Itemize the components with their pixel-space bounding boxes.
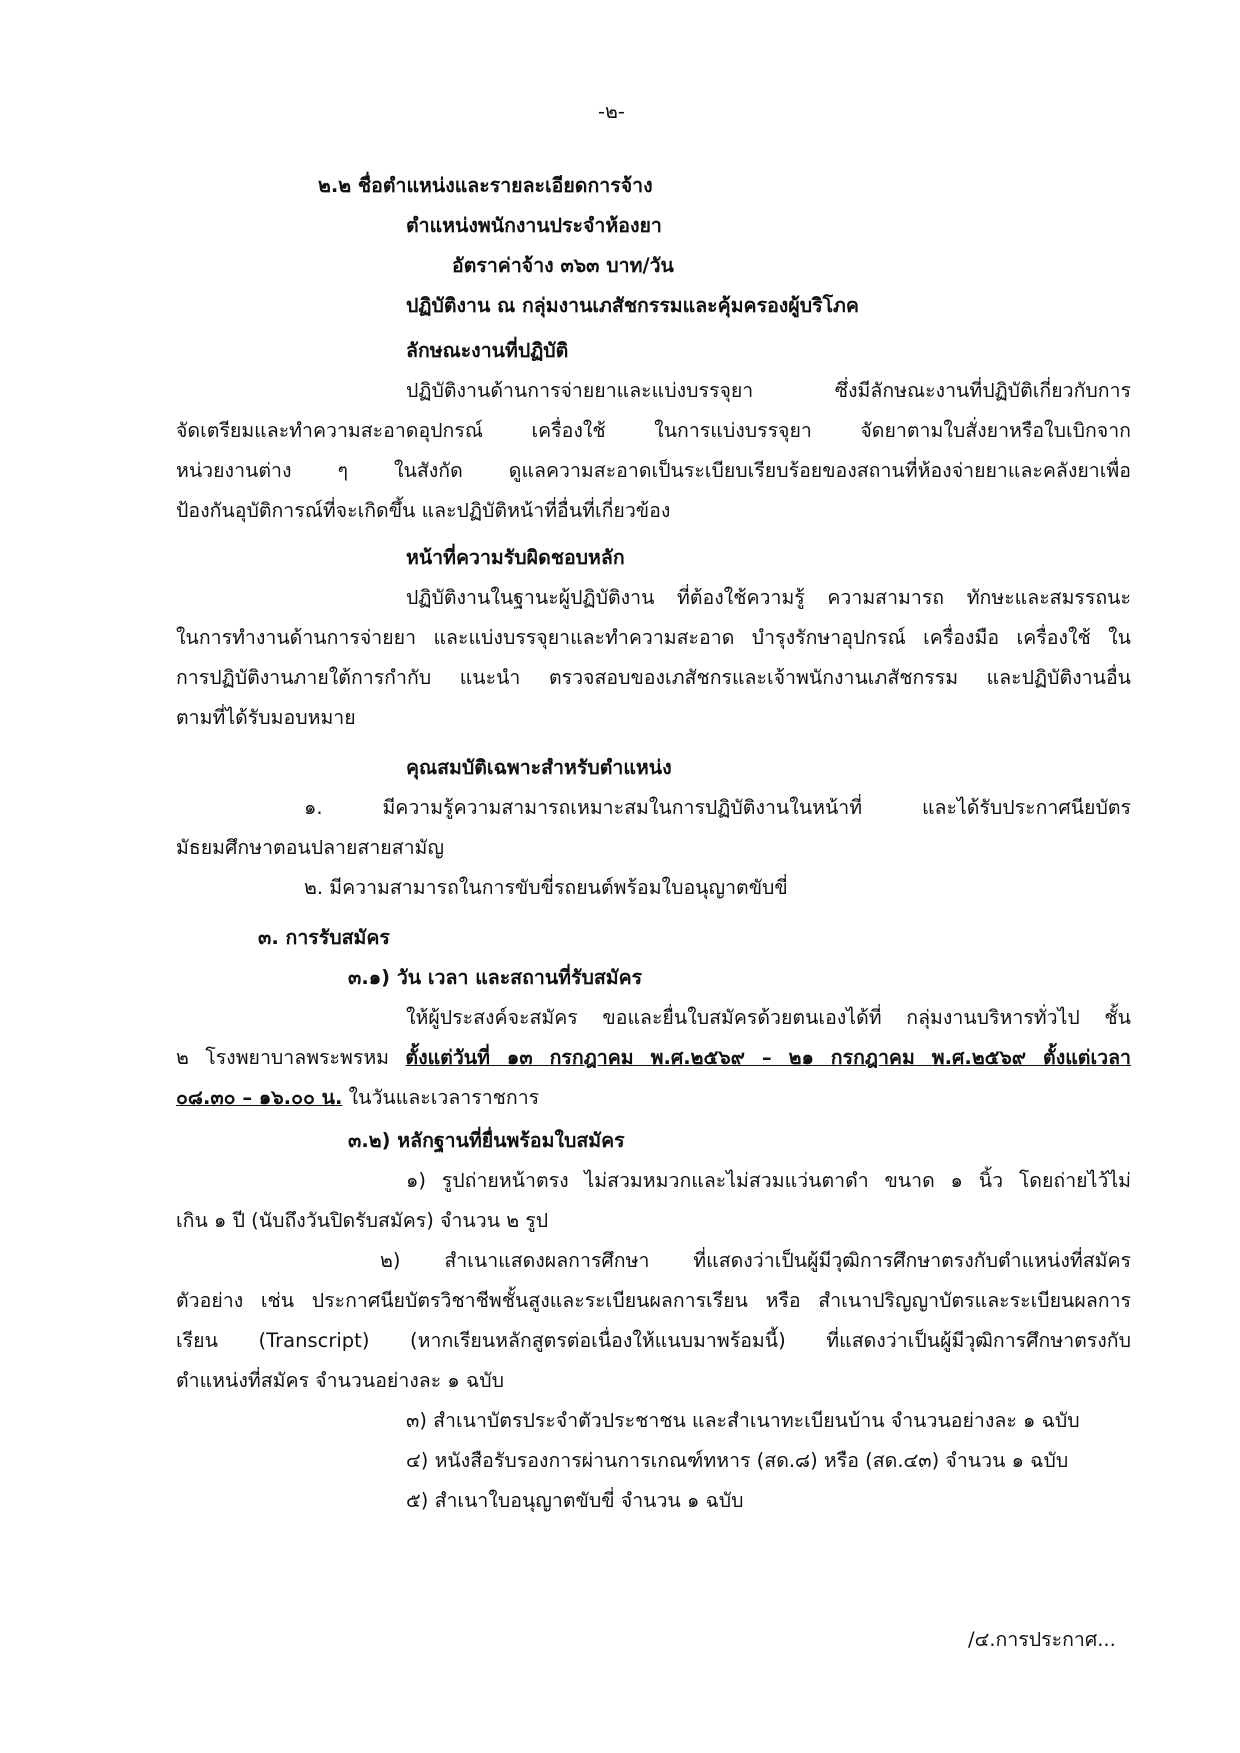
- document-item-5: ๕) สำเนาใบอนุญาตขับขี่ จำนวน ๑ ฉบับ: [406, 1489, 744, 1512]
- wage-rate: อัตราค่าจ้าง ๓๖๓ บาท/วัน: [452, 254, 674, 277]
- qualification-item-2: ๒. มีความสามารถในการขับขี่รถยนต์พร้อมใบอนุญาตขับขี่: [304, 876, 788, 899]
- qualification-item-1-cont: มัธยมศึกษาตอนปลายสายสามัญ: [176, 836, 445, 859]
- section-3-1-heading: ๓.๑) วัน เวลา และสถานที่รับสมัคร: [348, 966, 643, 989]
- duties-heading: หน้าที่ความรับผิดชอบหลัก: [406, 546, 625, 569]
- duties-line: การปฏิบัติงานภายใต้การกำกับ แนะนำ ตรวจสอบของเภสัชกรและเจ้าพนักงานเภสัชกรรม และปฏิบัติงานอื่น: [176, 666, 1131, 689]
- position-title: ตำแหน่งพนักงานประจำห้องยา: [406, 214, 662, 237]
- document-item-2-cont: เรียน (Transcript) (หากเรียนหลักสูตรต่อเนื่องให้แนบมาพร้อมนี้) ที่แสดงว่าเป็นผู้มีวุฒิการศึกษาตรงกับ: [176, 1329, 1131, 1352]
- hospital-name: ๒ โรงพยาบาลพระพรหม: [176, 1046, 406, 1069]
- job-nature-line: หน่วยงานต่าง ๆ ในสังกัด ดูแลความสะอาดเป็นระเบียบเรียบร้อยของสถานที่ห้องจ่ายยาและคลังยาเพื่อ: [176, 459, 1131, 482]
- job-nature-line: จัดเตรียมและทำความสะอาดอุปกรณ์ เครื่องใช้ ในการแบ่งบรรจุยา จัดยาตามใบสั่งยาหรือใบเบิกจาก: [176, 419, 1131, 442]
- application-dates: ตั้งแต่วันที่ ๑๓ กรกฎาคม พ.ศ.๒๕๖๙ – ๒๑ กรกฎาคม พ.ศ.๒๕๖๙ ตั้งแต่เวลา: [405, 1046, 1131, 1069]
- section-2-2-heading: ๒.๒ ชื่อตำแหน่งและรายละเอียดการจ้าง: [318, 174, 653, 197]
- office-hours-note: ในวันและเวลาราชการ: [342, 1086, 540, 1109]
- document-item-1-cont: เกิน ๑ ปี (นับถึงวันปิดรับสมัคร) จำนวน ๒ รูป: [176, 1209, 549, 1232]
- duties-line: ตามที่ได้รับมอบหมาย: [176, 706, 356, 729]
- duties-line: ปฏิบัติงานในฐานะผู้ปฏิบัติงาน ที่ต้องใช้ความรู้ ความสามารถ ทักษะและสมรรถนะ: [406, 586, 1131, 609]
- document-item-3: ๓) สำเนาบัตรประจำตัวประชาชน และสำเนาทะเบียนบ้าน จำนวนอย่างละ ๑ ฉบับ: [406, 1409, 1080, 1432]
- application-hours: ๐๘.๓๐ – ๑๖.๐๐ น.: [176, 1086, 343, 1109]
- document-item-2-cont: ตำแหน่งที่สมัคร จำนวนอย่างละ ๑ ฉบับ: [176, 1369, 505, 1392]
- page-number: -๒-: [598, 100, 625, 123]
- job-nature-line: ปฏิบัติงานด้านการจ่ายยาและแบ่งบรรจุยา ซึ่งมีลักษณะงานที่ปฏิบัติเกี่ยวกับการ: [406, 379, 1131, 402]
- document-item-2: ๒) สำเนาแสดงผลการศึกษา ที่แสดงว่าเป็นผู้มีวุฒิการศึกษาตรงกับตำแหน่งที่สมัคร: [380, 1249, 1131, 1272]
- section-3-heading: ๓. การรับสมัคร: [258, 926, 390, 949]
- qualification-item-1: ๑. มีความรู้ความสามารถเหมาะสมในการปฏิบัติงานในหน้าที่ และได้รับประกาศนียบัตร: [304, 796, 1131, 819]
- document-item-1: ๑) รูปถ่ายหน้าตรง ไม่สวมหมวกและไม่สวมแว่นตาดำ ขนาด ๑ นิ้ว โดยถ่ายไว้ไม่: [406, 1169, 1131, 1192]
- document-item-2-cont: ตัวอย่าง เช่น ประกาศนียบัตรวิชาชีพชั้นสูงและระเบียนผลการเรียน หรือ สำเนาปริญญาบัตรและระเบียนผลการ: [176, 1289, 1131, 1312]
- workplace: ปฏิบัติงาน ณ กลุ่มงานเภสัชกรรมและคุ้มครองผู้บริโภค: [406, 294, 859, 317]
- job-nature-line: ป้องกันอุบัติการณ์ที่จะเกิดขึ้น และปฏิบัติหน้าที่อื่นที่เกี่ยวข้อง: [176, 499, 671, 522]
- application-time-line: [176, 1080, 539, 1116]
- duties-line: ในการทำงานด้านการจ่ายยา และแบ่งบรรจุยาและทำความสะอาด บำรุงรักษาอุปกรณ์ เครื่องมือ เครื่องใช้ ใน: [176, 626, 1131, 649]
- job-nature-heading: ลักษณะงานที่ปฏิบัติ: [406, 339, 569, 362]
- application-place-line: ให้ผู้ประสงค์จะสมัคร ขอและยื่นใบสมัครด้วยตนเองได้ที่ กลุ่มงานบริหารทั่วไป ชั้น: [406, 1006, 1131, 1029]
- section-3-2-heading: ๓.๒) หลักฐานที่ยื่นพร้อมใบสมัคร: [348, 1129, 625, 1152]
- continuation-note: /๔.การประกาศ...: [968, 1628, 1116, 1651]
- application-date-line: [176, 1040, 1131, 1076]
- qualifications-heading: คุณสมบัติเฉพาะสำหรับตำแหน่ง: [406, 756, 672, 779]
- document-item-4: ๔) หนังสือรับรองการผ่านการเกณฑ์ทหาร (สด.๘) หรือ (สด.๔๓) จำนวน ๑ ฉบับ: [406, 1449, 1069, 1472]
